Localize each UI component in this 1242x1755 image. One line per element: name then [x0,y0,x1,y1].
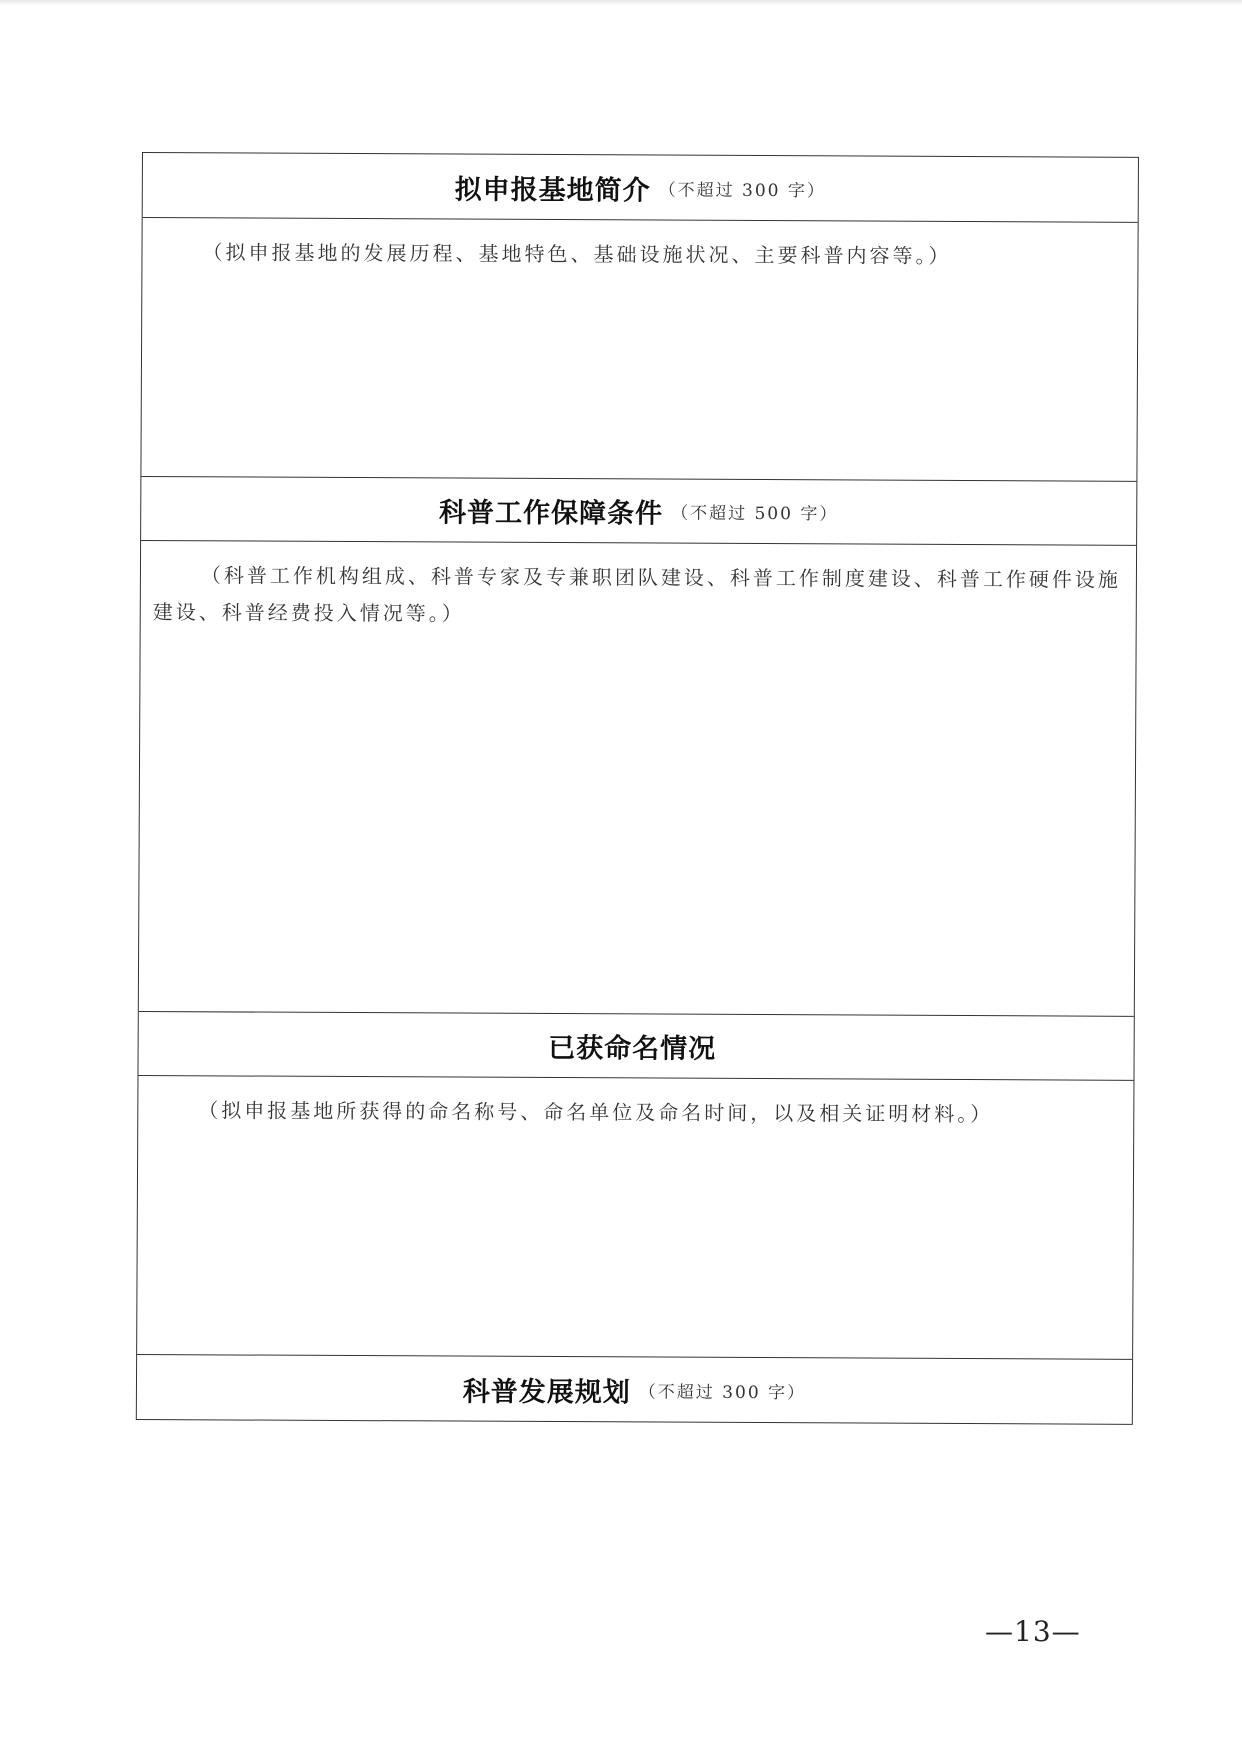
section-header-naming-status [138,1011,1133,1081]
section-hint: （拟申报基地的发展历程、基地特色、基础设施状况、主要科普内容等。） [202,240,952,268]
section-header-development-plan [137,1354,1132,1424]
application-form-table [136,152,1139,1425]
section-title: 科普工作保障条件 [439,497,664,530]
section-title: 拟申报基地简介 [454,174,651,206]
section-body-naming-status[interactable] [137,1076,1133,1359]
page-number: —13— [985,1615,1081,1648]
word-limit: （不超过 500 字） [671,503,839,525]
section-body-base-intro[interactable] [141,218,1137,481]
section-title: 科普发展规划 [462,1376,631,1408]
section-body-support-conditions[interactable] [139,541,1136,1016]
section-hint: （科普工作机构组成、科普专家及专兼职团队建设、科普工作制度建设、科普工作硬件设施建设、科普经费投入情况等。） [152,563,1121,626]
scan-edge [0,0,1242,5]
section-header-support-conditions [141,476,1136,546]
word-limit: （不超过 300 字） [638,1381,807,1403]
word-limit: （不超过 300 字） [658,180,826,201]
section-hint: （拟申报基地所获得的命名称号、命名单位及命名时间，以及相关证明材料。） [198,1098,994,1127]
section-header-base-intro [143,153,1138,223]
section-title: 已获命名情况 [548,1032,717,1065]
